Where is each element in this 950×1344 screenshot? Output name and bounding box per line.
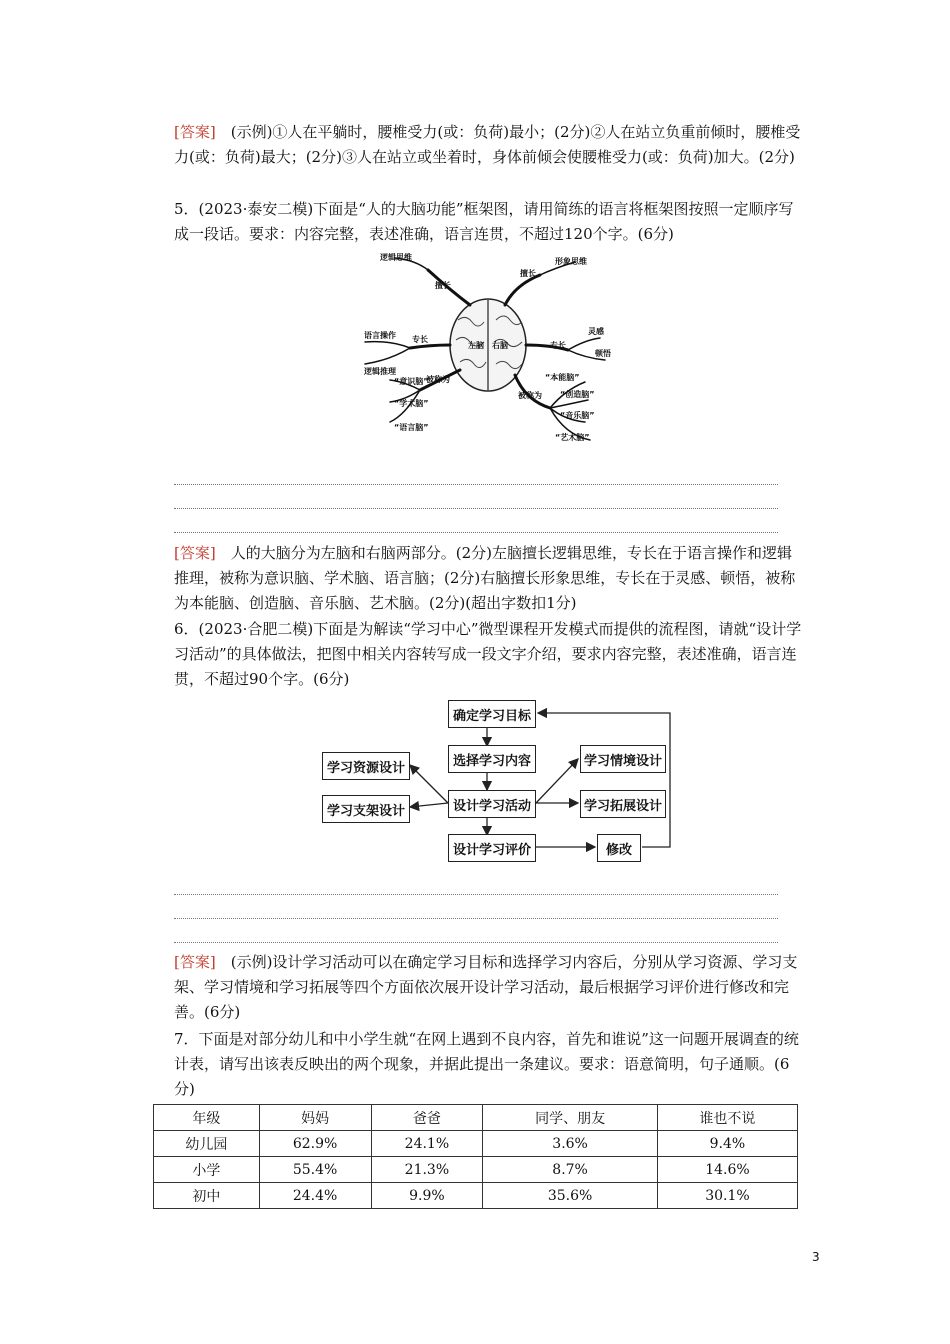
left-specialty: 专长 bbox=[412, 335, 428, 344]
right-brain-label: 右脑 bbox=[492, 341, 508, 350]
survey-table bbox=[153, 1104, 798, 1209]
header-cell: 同学、朋友 bbox=[483, 1105, 658, 1131]
q6-question: 6．(2023·合肥二模)下面是为解读“学习中心”微型课程开发模式而提供的流程图，请就“设计学习活动”的具体做法，把图中相关内容转写成一段文字介绍，要求内容完整，表述准确，语言连贯，不超过90个字。(6分) bbox=[174, 620, 802, 688]
answer-line bbox=[174, 918, 778, 919]
answer-line bbox=[174, 508, 778, 509]
table-cell: 3.6% bbox=[483, 1131, 658, 1157]
flow-revise: 修改 bbox=[597, 834, 641, 862]
left-spec-item: 逻辑推理 bbox=[364, 367, 396, 376]
table-cell: 幼儿园 bbox=[154, 1131, 260, 1157]
flow-content: 选择学习内容 bbox=[448, 745, 536, 773]
right-thinking: 形象思维 bbox=[555, 257, 587, 266]
answer-text: (示例)①人在平躺时，腰椎受力(或：负荷)最小；(2分)②人在站立负重前倾时，腰椎受力(或：负荷)最大；(2分)③人在站立或坐着时，身体前倾会使腰椎受力(或：负荷)加大。(2分) bbox=[174, 123, 801, 166]
right-name: “创造脑” bbox=[560, 390, 595, 399]
header-cell: 年级 bbox=[154, 1105, 260, 1131]
right-called: 被称为 bbox=[518, 391, 542, 400]
right-good-at: 擅长 bbox=[520, 269, 536, 278]
right-name: “本能脑” bbox=[545, 373, 580, 382]
right-name: “艺术脑” bbox=[555, 433, 590, 442]
table-cell: 24.4% bbox=[259, 1183, 371, 1209]
q5-question: 5．(2023·泰安二模)下面是“人的大脑功能”框架图，请用简练的语言将框架图按照一定顺序写成一段话。要求：内容完整，表述准确，语言连贯，不超过120个字。(6分) bbox=[174, 200, 794, 243]
answer-line bbox=[174, 894, 778, 895]
page-number: 3 bbox=[812, 1250, 820, 1264]
flow-extension: 学习拓展设计 bbox=[580, 790, 666, 818]
left-spec-item: 语言操作 bbox=[364, 331, 396, 340]
table-cell: 8.7% bbox=[483, 1157, 658, 1183]
left-called: 被称为 bbox=[426, 375, 450, 384]
table-row bbox=[154, 1157, 798, 1183]
left-thinking: 逻辑思维 bbox=[380, 253, 412, 262]
q7-question: 7．下面是对部分幼儿和中小学生就“在网上遇到不良内容，首先和谁说”这一问题开展调查的统计表，请写出该表反映出的两个现象，并据此提出一条建议。要求：语意简明，句子通顺。(6分) bbox=[174, 1030, 799, 1098]
answer-line bbox=[174, 484, 778, 485]
table-cell: 9.4% bbox=[657, 1131, 797, 1157]
q5-answer bbox=[174, 541, 802, 616]
table-header-row bbox=[154, 1105, 798, 1131]
answer-line bbox=[174, 532, 778, 533]
answer-line bbox=[174, 942, 778, 943]
flow-situation: 学习情境设计 bbox=[580, 745, 666, 773]
left-name: “语言脑” bbox=[394, 423, 429, 432]
table-row bbox=[154, 1131, 798, 1157]
header-cell: 爸爸 bbox=[371, 1105, 483, 1131]
table-cell: 62.9% bbox=[259, 1131, 371, 1157]
table-cell: 初中 bbox=[154, 1183, 260, 1209]
left-name: “意识脑” bbox=[394, 377, 429, 386]
brain-function-diagram bbox=[350, 250, 630, 445]
answer-text: 人的大脑分为左脑和右脑两部分。(2分)左脑擅长逻辑思维，专长在于语言操作和逻辑推理，被称为意识脑、学术脑、语言脑；(2分)右脑擅长形象思维，专长在于灵感、顿悟，被称为本能脑、创造脑、音乐脑、艺术脑。(2分)(超出字数扣1分) bbox=[174, 544, 796, 612]
table-row bbox=[154, 1183, 798, 1209]
right-specialty: 专长 bbox=[550, 341, 566, 350]
table-cell: 35.6% bbox=[483, 1183, 658, 1209]
table-cell: 21.3% bbox=[371, 1157, 483, 1183]
right-spec-item: 顿悟 bbox=[595, 349, 611, 358]
answer-tag: [答案] bbox=[174, 123, 216, 141]
answer-text: (示例)设计学习活动可以在确定学习目标和选择学习内容后，分别从学习资源、学习支架、学习情境和学习拓展等四个方面依次展开设计学习活动，最后根据学习评价进行修改和完善。(6分) bbox=[174, 953, 798, 1021]
left-good-at: 擅长 bbox=[435, 281, 451, 290]
right-spec-item: 灵感 bbox=[588, 327, 604, 336]
answer-tag: [答案] bbox=[174, 953, 216, 971]
left-brain-label: 左脑 bbox=[468, 341, 484, 350]
table-cell: 24.1% bbox=[371, 1131, 483, 1157]
table-cell: 14.6% bbox=[657, 1157, 797, 1183]
flow-activity: 设计学习活动 bbox=[448, 790, 536, 818]
right-name: “音乐脑” bbox=[560, 411, 595, 420]
header-cell: 妈妈 bbox=[259, 1105, 371, 1131]
flow-resource: 学习资源设计 bbox=[322, 752, 410, 780]
q4-answer bbox=[174, 120, 802, 170]
flow-goal: 确定学习目标 bbox=[448, 700, 536, 728]
answer-tag: [答案] bbox=[174, 544, 216, 562]
header-cell: 谁也不说 bbox=[657, 1105, 797, 1131]
flow-scaffold: 学习支架设计 bbox=[322, 795, 410, 823]
left-name: “学术脑” bbox=[394, 399, 429, 408]
table-cell: 55.4% bbox=[259, 1157, 371, 1183]
flow-evaluation: 设计学习评价 bbox=[448, 834, 536, 862]
table-cell: 30.1% bbox=[657, 1183, 797, 1209]
table-cell: 9.9% bbox=[371, 1183, 483, 1209]
table-cell: 小学 bbox=[154, 1157, 260, 1183]
q6-answer bbox=[174, 950, 802, 1025]
